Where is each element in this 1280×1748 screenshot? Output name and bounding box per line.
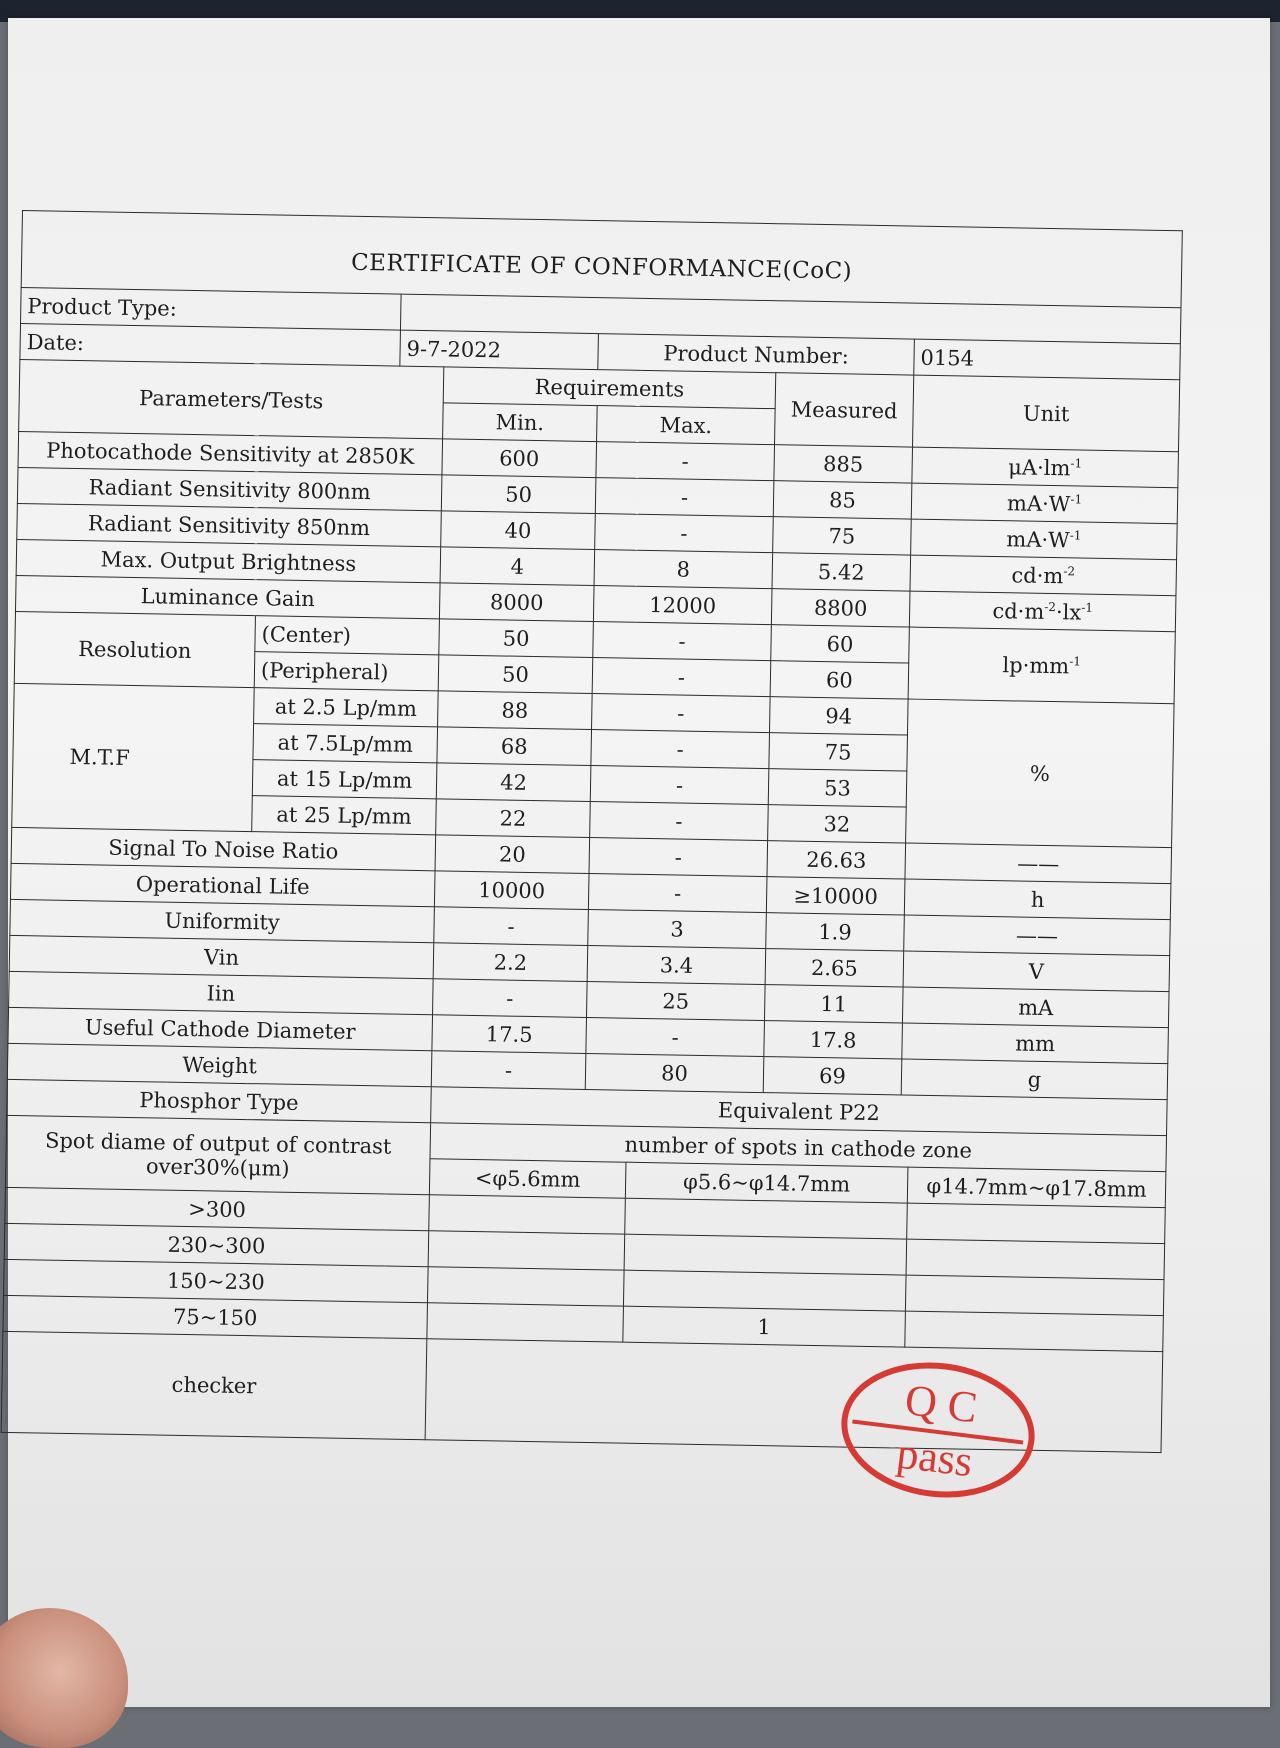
spot-label-line2: over30%(μm) (145, 1153, 290, 1181)
min-value: 4 (440, 547, 595, 586)
min-value: 68 (437, 727, 592, 766)
max-value: - (595, 514, 774, 553)
spot-count-z1 (428, 1231, 625, 1270)
unit-value: mA (902, 987, 1169, 1028)
spot-range: 75~150 (3, 1295, 428, 1338)
spot-range: >300 (5, 1187, 430, 1230)
min-value: 2.2 (433, 943, 588, 982)
param-name: (Center) (255, 616, 440, 655)
unit-value: mm (902, 1023, 1169, 1064)
qc-pass-stamp (830, 1348, 1046, 1511)
spot-range: 150~230 (4, 1259, 429, 1302)
min-value: - (433, 979, 588, 1018)
min-value: 20 (435, 835, 590, 874)
max-value: - (590, 766, 769, 805)
measured-value: ≥10000 (766, 877, 905, 915)
phosphor-value: Equivalent P22 (431, 1087, 1168, 1136)
spot-count-z1 (427, 1267, 624, 1306)
measured-value: 8800 (771, 589, 910, 627)
spot-count-z3 (905, 1275, 1164, 1315)
unit-value: —— (905, 843, 1172, 884)
stamp-bottom-text: pass (894, 1428, 976, 1487)
phosphor-label: Phosphor Type (7, 1079, 432, 1122)
min-value: 88 (438, 691, 593, 730)
zone-large: φ14.7mm~φ17.8mm (907, 1167, 1166, 1207)
max-value: - (591, 730, 770, 769)
max-value: - (595, 478, 774, 517)
finger (0, 1608, 128, 1748)
checker-label: checker (1, 1331, 427, 1439)
min-value: 50 (441, 475, 596, 514)
spot-count-z1 (429, 1195, 626, 1234)
certificate-table (1, 210, 1183, 1453)
max-value: - (593, 622, 772, 661)
measured-value: 85 (773, 481, 912, 519)
min-value: - (434, 907, 589, 946)
product-type-label: Product Type: (21, 287, 402, 330)
measured-value: 885 (774, 445, 913, 483)
spot-range: 230~300 (4, 1223, 429, 1266)
min-value: 8000 (439, 583, 594, 622)
spot-count-z2 (625, 1198, 908, 1239)
param-name: at 7.5Lp/mm (253, 724, 438, 763)
param-name: at 15 Lp/mm (252, 760, 437, 799)
min-value: - (431, 1051, 586, 1090)
unit-value: g (901, 1059, 1168, 1100)
max-value: 8 (594, 550, 773, 589)
spot-count-z3 (905, 1311, 1164, 1351)
param-name: Signal To Noise Ratio (11, 827, 436, 870)
param-name: Uniformity (10, 899, 435, 942)
product-number-value: 0154 (914, 339, 1181, 380)
measured-value: 1.9 (766, 913, 905, 951)
measured-value: 11 (764, 985, 903, 1023)
spot-count-z3 (907, 1203, 1166, 1243)
unit-value: $mA\cdot W^{-1}$ (911, 519, 1178, 560)
measured-value: 26.63 (767, 841, 906, 879)
unit-value: h (904, 879, 1171, 920)
measured-value: 75 (773, 517, 912, 555)
unit-value: $cd\cdot m^{-2}$ (910, 555, 1177, 596)
max-value: 25 (586, 981, 765, 1020)
document-title: CERTIFICATE OF CONFORMANCE(CoC) (21, 211, 1182, 308)
unit-value: % (906, 699, 1175, 848)
max-value: 80 (585, 1053, 764, 1092)
param-name: at 2.5 Lp/mm (254, 688, 439, 727)
min-value: 22 (436, 799, 591, 838)
min-header: Min. (443, 403, 598, 442)
min-value: 17.5 (432, 1015, 587, 1054)
min-value: 600 (442, 439, 597, 478)
param-name: Operational Life (10, 863, 435, 906)
param-name: Max. Output Brightness (16, 539, 441, 582)
max-header: Max. (597, 406, 776, 445)
max-value: - (592, 658, 771, 697)
max-value: - (588, 873, 767, 912)
measured-value: 17.8 (764, 1021, 903, 1059)
date-label: Date: (20, 323, 401, 366)
max-value: 3.4 (587, 945, 766, 984)
param-name: Radiant Sensitivity 800nm (17, 467, 442, 510)
min-value: 40 (441, 511, 596, 550)
param-name: Radiant Sensitivity 850nm (17, 503, 442, 546)
spot-diameter-label (5, 1115, 430, 1194)
max-value: - (586, 1017, 765, 1056)
spot-count-z2: 1 (623, 1306, 906, 1347)
unit-value: $cd\cdot m^{-2}\cdot lx^{-1}$ (909, 591, 1176, 632)
date-value: 9-7-2022 (400, 330, 599, 369)
unit-value: $mA\cdot W^{-1}$ (911, 483, 1178, 524)
unit-header: Unit (912, 375, 1179, 452)
zone-mid: φ5.6~φ14.7mm (625, 1162, 908, 1203)
max-value: - (592, 694, 771, 733)
certificate-table-container (1, 210, 1182, 1453)
min-value: 10000 (434, 871, 589, 910)
measured-value: 60 (770, 661, 909, 699)
measured-value: 5.42 (772, 553, 911, 591)
stamp-top-text: Q C (902, 1374, 981, 1433)
max-value: - (590, 802, 769, 841)
spot-count-z2 (623, 1270, 906, 1311)
max-value: 3 (588, 909, 767, 948)
requirements-header: Requirements (443, 367, 776, 409)
param-name: Iin (9, 971, 434, 1014)
unit-value: $lp\cdot mm^{-1}$ (908, 627, 1175, 704)
min-value: 50 (439, 619, 594, 658)
param-name: (Peripheral) (254, 652, 439, 691)
min-value: 50 (438, 655, 593, 694)
spot-count-z3 (906, 1239, 1165, 1279)
measured-header: Measured (775, 373, 914, 447)
param-name: Luminance Gain (15, 575, 440, 618)
measured-value: 75 (769, 733, 908, 771)
param-name: Vin (9, 935, 434, 978)
measured-value: 32 (768, 805, 907, 843)
max-value: - (589, 838, 768, 877)
parameters-header: Parameters/Tests (19, 359, 444, 438)
checker-signature-area (425, 1339, 1163, 1453)
param-name: at 25 Lp/mm (252, 796, 437, 835)
measured-value: 69 (763, 1057, 902, 1095)
measured-value: 94 (769, 697, 908, 735)
unit-value: V (903, 951, 1170, 992)
param-name: Photocathode Sensitivity at 2850K (18, 431, 443, 474)
max-value: - (596, 442, 775, 481)
spot-count-z1 (427, 1303, 624, 1342)
unit-value: —— (904, 915, 1171, 956)
spot-label-line1: Spot diame of output of contrast (44, 1128, 392, 1159)
mtf-label: M.T.F (12, 683, 254, 831)
param-name: Weight (7, 1043, 432, 1086)
resolution-label: Resolution (14, 611, 255, 687)
param-name: Useful Cathode Diameter (8, 1007, 433, 1050)
unit-value: $\mu A\cdot lm^{-1}$ (912, 447, 1179, 488)
max-value: 12000 (593, 586, 772, 625)
spot-count-z2 (624, 1234, 907, 1275)
zone-header: number of spots in cathode zone (430, 1123, 1167, 1172)
measured-value: 53 (768, 769, 907, 807)
min-value: 42 (436, 763, 591, 802)
zone-small: <φ5.6mm (429, 1159, 626, 1198)
product-number-label: Product Number: (598, 334, 915, 376)
measured-value: 2.65 (765, 949, 904, 987)
measured-value: 60 (771, 625, 910, 663)
